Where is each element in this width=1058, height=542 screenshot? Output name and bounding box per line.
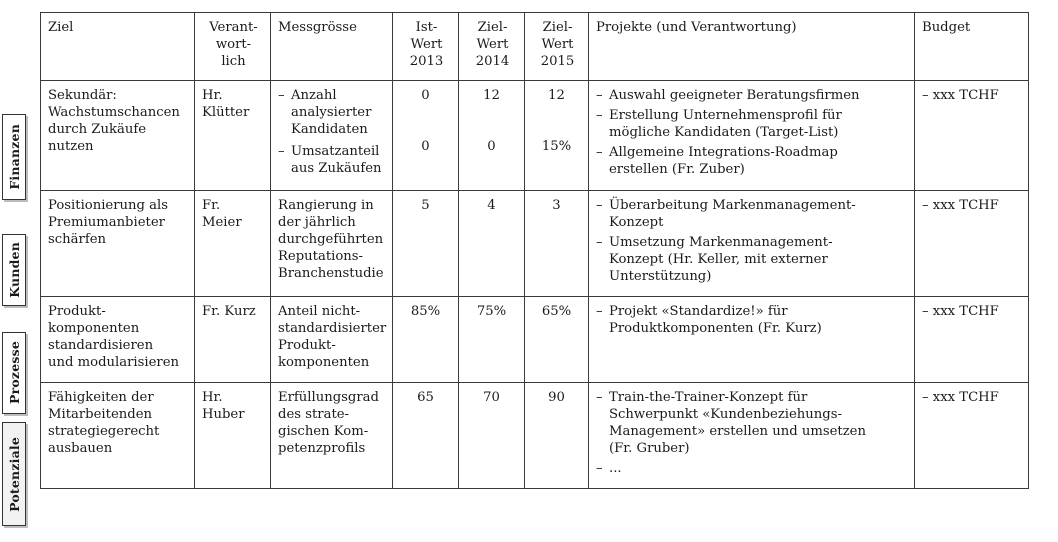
cell-verantwortlich: Hr. Klütter: [195, 81, 271, 191]
project-item: – Projekt «Standardize!» für Produktkomponenten (Fr. Kurz): [596, 303, 909, 337]
cell-ziel: Sekundär: Wachstumschancen durch Zukäufe nutzen: [41, 81, 195, 191]
cell-ziel: Produkt- komponenten standardisieren und modularisieren: [41, 297, 195, 383]
header-verantwortlich: Verant- wort- lich: [195, 13, 271, 81]
value: 12: [483, 88, 500, 103]
project-item: – Auswahl geeigneter Beratungsfirmen: [596, 87, 909, 104]
project-item: – Allgemeine Integrations-Roadmap erstellen (Fr. Zuber): [596, 144, 909, 178]
cell-ist-2013: 5: [393, 191, 459, 297]
header-projekte: Projekte (und Verantwortung): [589, 13, 915, 81]
cell-ziel-2014: 4: [459, 191, 525, 297]
cell-ziel-2015: 90: [525, 383, 589, 489]
perspective-label-finanzen: [2, 114, 26, 200]
cell-messgroesse: [271, 81, 393, 191]
cell-ist-2013: 65: [393, 383, 459, 489]
project-item: – Überarbeitung Markenmanagement- Konzept: [596, 197, 909, 231]
cell-ziel-2014: [459, 81, 525, 191]
balanced-scorecard-table: [40, 12, 1029, 489]
header-budget: Budget: [915, 13, 1029, 81]
cell-budget: – xxx TCHF: [915, 383, 1029, 489]
cell-ziel: Fähigkeiten der Mitarbeitenden strategiegerecht ausbauen: [41, 383, 195, 489]
cell-projekte: [589, 383, 915, 489]
measure-item: – Anzahl analysierter Kandidaten: [278, 87, 387, 138]
value: 15%: [541, 139, 572, 154]
cell-messgroesse: Erfüllungsgrad des strate- gischen Kom- petenzprofils: [271, 383, 393, 489]
perspective-potenziale-text: Potenziale: [6, 436, 22, 512]
cell-ziel-2015: 65%: [525, 297, 589, 383]
cell-ist-2013: 85%: [393, 297, 459, 383]
perspective-kunden-text: Kunden: [6, 242, 22, 298]
project-item: – ...: [596, 460, 909, 477]
project-item: – Umsetzung Markenmanagement- Konzept (Hr. Keller, mit externer Unterstützung): [596, 234, 909, 285]
project-item: – Erstellung Unternehmensprofil für mögliche Kandidaten (Target-List): [596, 107, 909, 141]
value: 12: [548, 88, 565, 103]
cell-budget: – xxx TCHF: [915, 297, 1029, 383]
cell-ist-2013: [393, 81, 459, 191]
table-row: [41, 191, 1029, 297]
table-row: [41, 383, 1029, 489]
perspective-finanzen-text: Finanzen: [6, 124, 22, 190]
measure-item: – Umsatzanteil aus Zukäufen: [278, 143, 387, 177]
perspective-label-kunden: [2, 234, 26, 306]
cell-ziel: Positionierung als Premiumanbieter schärfen: [41, 191, 195, 297]
cell-verantwortlich: Fr. Kurz: [195, 297, 271, 383]
balanced-scorecard-table-frame: [40, 12, 1028, 530]
table-row: [41, 297, 1029, 383]
value: 0: [487, 139, 496, 154]
perspective-label-potenziale: [2, 422, 26, 526]
header-ziel-2014: Ziel- Wert 2014: [459, 13, 525, 81]
cell-ziel-2015: [525, 81, 589, 191]
cell-budget: – xxx TCHF: [915, 191, 1029, 297]
cell-ziel-2015: 3: [525, 191, 589, 297]
header-row: [41, 13, 1029, 81]
value: 0: [421, 88, 430, 103]
cell-budget: – xxx TCHF: [915, 81, 1029, 191]
cell-verantwortlich: Hr. Huber: [195, 383, 271, 489]
perspective-label-prozesse: [2, 332, 26, 414]
project-item: – Train-the-Trainer-Konzept für Schwerpunkt «Kundenbeziehungs- Management» erstellen und umsetzen (Fr. Gruber): [596, 389, 909, 457]
header-ziel: Ziel: [41, 13, 195, 81]
cell-projekte: [589, 191, 915, 297]
table-row: [41, 81, 1029, 191]
header-messgroesse: Messgrösse: [271, 13, 393, 81]
cell-messgroesse: Anteil nicht- standardisierter Produkt- komponenten: [271, 297, 393, 383]
header-ziel-2015: Ziel- Wert 2015: [525, 13, 589, 81]
cell-projekte: [589, 81, 915, 191]
value: 0: [421, 139, 430, 154]
cell-ziel-2014: 75%: [459, 297, 525, 383]
header-ist-2013: Ist- Wert 2013: [393, 13, 459, 81]
cell-projekte: [589, 297, 915, 383]
cell-messgroesse: Rangierung in der jährlich durchgeführten Reputations- Branchenstudie: [271, 191, 393, 297]
cell-verantwortlich: Fr. Meier: [195, 191, 271, 297]
cell-ziel-2014: 70: [459, 383, 525, 489]
perspective-prozesse-text: Prozesse: [6, 341, 22, 405]
